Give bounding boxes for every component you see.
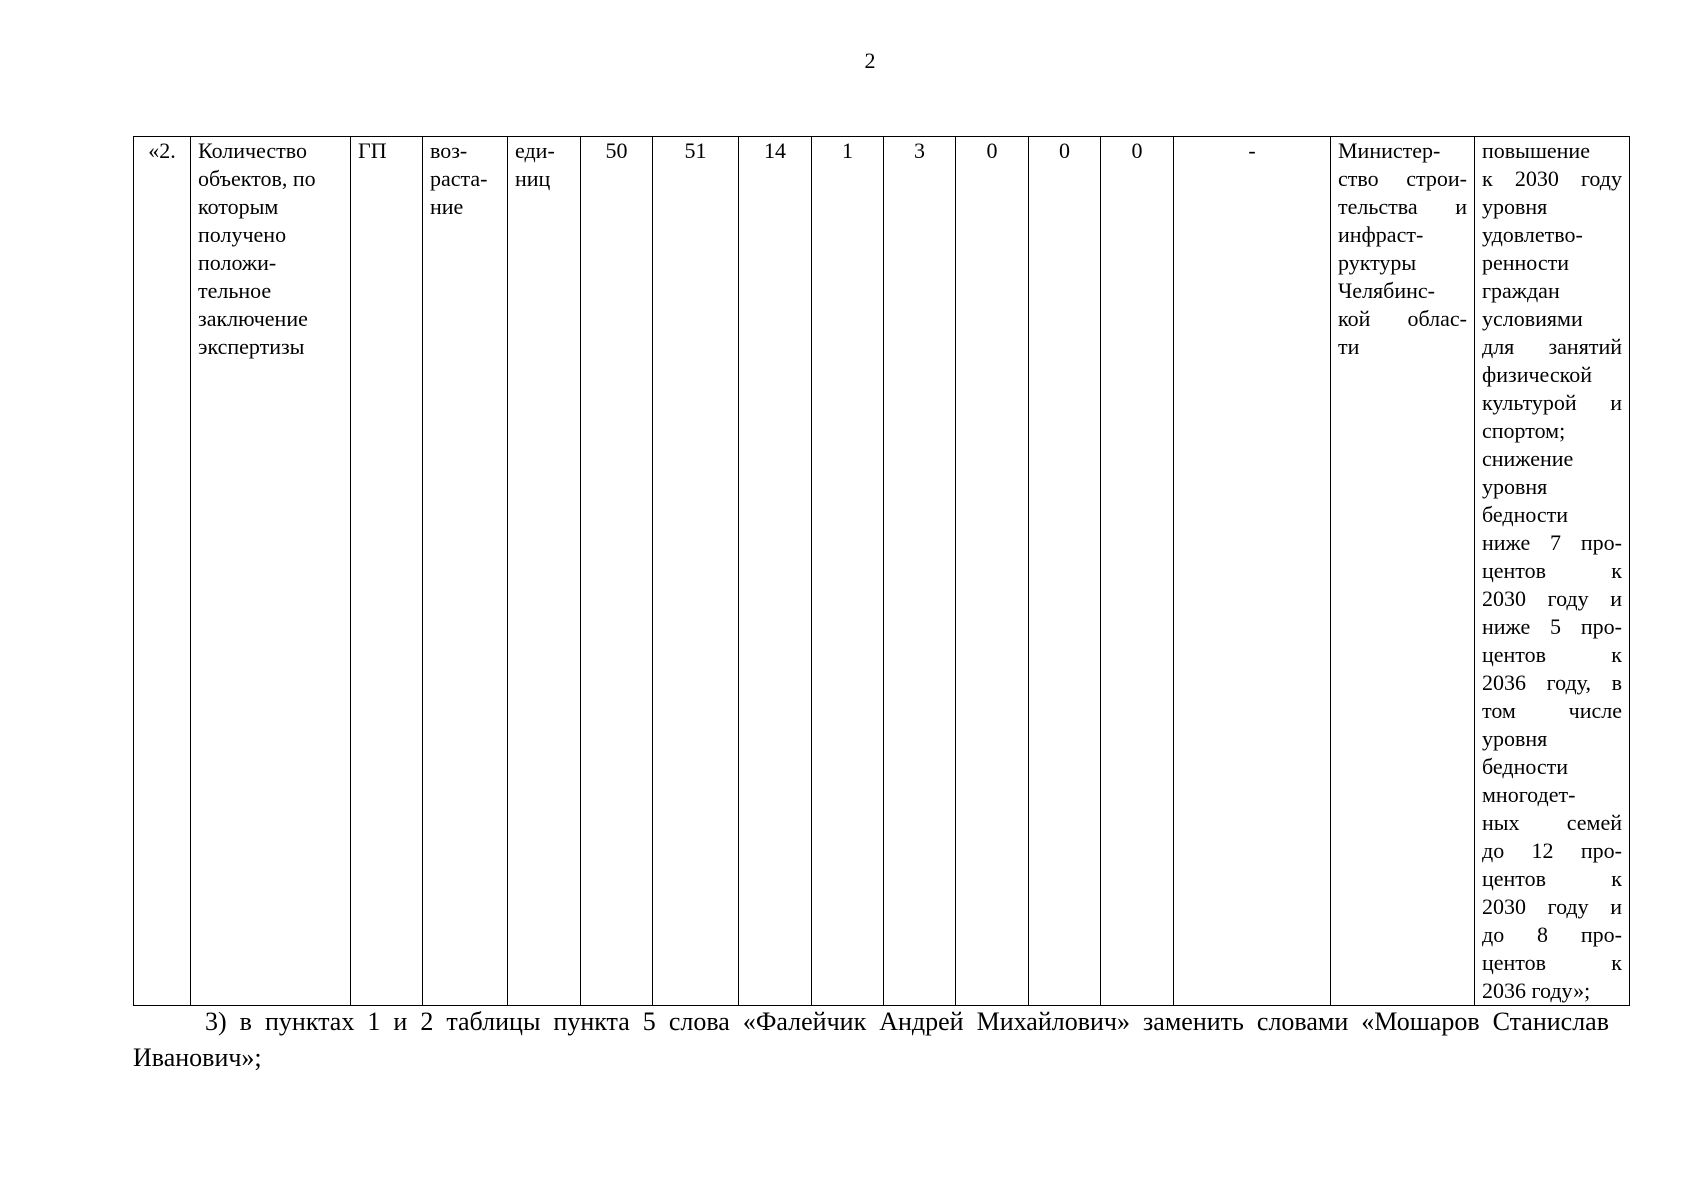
name-line: тельное — [198, 278, 272, 303]
name-line: Количество — [198, 138, 308, 163]
name-line: которым — [198, 194, 279, 219]
goal-line: культурой и — [1482, 390, 1622, 415]
value: 0 — [986, 138, 998, 163]
dash-cell — [1174, 137, 1331, 1006]
goal-line: снижение — [1482, 446, 1574, 471]
name-line: получено — [198, 222, 287, 247]
value: 14 — [764, 138, 786, 163]
goal-line: уровня — [1482, 194, 1548, 219]
level-value: ГП — [358, 138, 387, 163]
responsible-cell — [1331, 137, 1475, 1006]
value-cell — [1101, 137, 1174, 1006]
value-cell — [956, 137, 1029, 1006]
goal-line: к 2030 году — [1482, 166, 1622, 191]
name-line: положи- — [198, 250, 277, 275]
goal-line: центов к — [1482, 558, 1622, 583]
goal-line: до 8 про- — [1482, 922, 1622, 947]
value-cell — [884, 137, 956, 1006]
goal-line: том числе — [1482, 698, 1622, 723]
unit-cell — [508, 137, 581, 1006]
name-line: объектов, по — [198, 166, 316, 191]
trend-cell — [423, 137, 508, 1006]
goal-line: физической — [1482, 362, 1592, 387]
goal-line: центов к — [1482, 642, 1622, 667]
trend-line: воз- — [430, 138, 468, 163]
goal-line: бедности — [1482, 754, 1569, 779]
goal-line: уровня — [1482, 474, 1548, 499]
goal-line: для занятий — [1482, 334, 1622, 359]
value: 0 — [1131, 138, 1143, 163]
name-line: заключение — [198, 306, 308, 331]
unit-line: ниц — [515, 166, 551, 191]
goal-line: центов к — [1482, 950, 1622, 975]
indicator-name-cell — [191, 137, 351, 1006]
goal-line: ниже 7 про- — [1482, 530, 1622, 555]
goal-line: 2036 году»; — [1482, 978, 1591, 1003]
row-number: «2. — [148, 138, 176, 163]
value-cell — [739, 137, 812, 1006]
table-row — [134, 137, 1630, 1006]
value: 1 — [842, 138, 853, 163]
goal-line: до 12 про- — [1482, 838, 1622, 863]
goal-line: 2036 году, в — [1482, 670, 1622, 695]
page-number: 2 — [864, 48, 876, 73]
goal-line: ниже 5 про- — [1482, 614, 1622, 639]
goal-cell — [1475, 137, 1630, 1006]
goal-line: 2030 году и — [1482, 894, 1622, 919]
unit-line: еди- — [515, 138, 555, 163]
goal-line: граждан — [1482, 278, 1560, 303]
value: 0 — [1059, 138, 1070, 163]
dash-value: - — [1248, 138, 1256, 163]
name-line: экспертизы — [198, 334, 305, 359]
responsible-line: тельства и — [1338, 194, 1467, 219]
responsible-line: инфраст- — [1338, 222, 1424, 247]
value-cell — [581, 137, 653, 1006]
goal-line: ных семей — [1482, 810, 1622, 835]
value: 3 — [914, 138, 925, 163]
responsible-line: Челябинс- — [1338, 278, 1435, 303]
goal-line: спортом; — [1482, 418, 1566, 443]
responsible-line: ство строи- — [1338, 166, 1467, 191]
value-cell — [653, 137, 739, 1006]
responsible-line: ти — [1338, 334, 1360, 359]
goal-line: условиями — [1482, 306, 1583, 331]
goal-line: 2030 году и — [1482, 586, 1622, 611]
value: 50 — [605, 138, 628, 163]
responsible-line: кой облас- — [1338, 306, 1467, 331]
trend-line: раста- — [430, 166, 488, 191]
responsible-line: руктуры — [1338, 250, 1417, 275]
goal-line: бедности — [1482, 502, 1569, 527]
value-cell — [1029, 137, 1101, 1006]
indicators-table — [133, 136, 1630, 1006]
trend-line: ние — [430, 194, 464, 219]
value-cell — [812, 137, 884, 1006]
goal-line: центов к — [1482, 866, 1622, 891]
goal-line: повышение — [1482, 138, 1590, 163]
level-cell — [351, 137, 423, 1006]
amendment-paragraph: 3) в пунктах 1 и 2 таблицы пункта 5 слова «Фалейчик Андрей Михайлович» заменить словами «Мошаров Станислав Иванович»; — [133, 1007, 1609, 1072]
goal-line: удовлетво- — [1482, 222, 1583, 247]
row-number-cell — [134, 137, 191, 1006]
responsible-line: Министер- — [1338, 138, 1441, 163]
value: 51 — [684, 138, 707, 163]
goal-line: многодет- — [1482, 782, 1576, 807]
goal-line: уровня — [1482, 726, 1548, 751]
goal-line: ренности — [1482, 250, 1570, 275]
